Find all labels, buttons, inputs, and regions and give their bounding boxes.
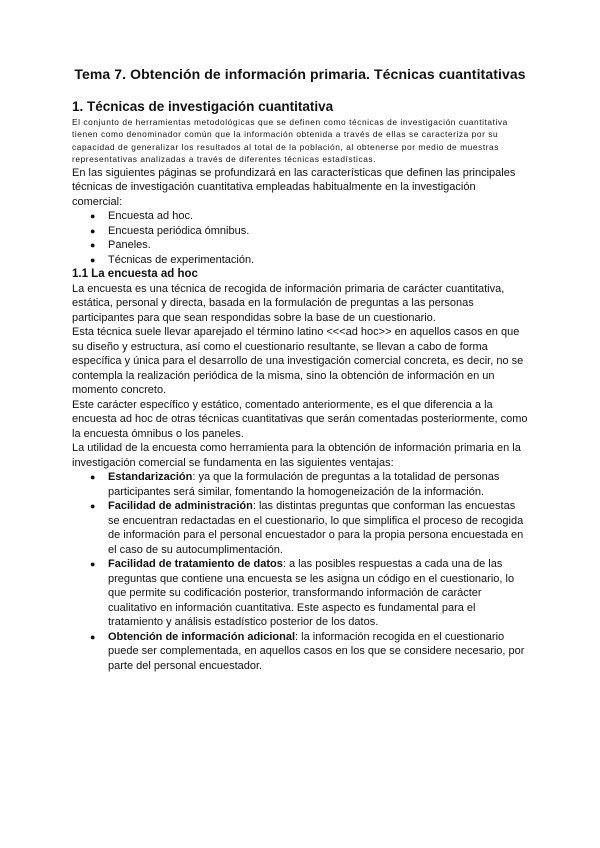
advantage-text: : a las posibles respuestas a cada una de las preguntas que contiene una encuesta se les asigna un código en el cuestionario, lo que permite su codificación posterior, transformando información de carácter cualitativo en información cuantitativa. Este aspecto es fundamental para el tratamiento y análisis estadístico posterior de los datos. bbox=[108, 558, 515, 629]
advantage-text: : ya que la formulación de preguntas a la totalidad de personas participantes será similar, fomentando la homogeneización de la información. bbox=[108, 471, 500, 498]
list-item-text: Técnicas de experimentación. bbox=[108, 253, 255, 266]
section-1-heading: 1. Técnicas de investigación cuantitativa bbox=[72, 99, 334, 114]
bullet-icon: ● bbox=[90, 631, 96, 642]
paragraph: Esta técnica suele llevar aparejado el término latino <<<ad hoc>> en aquellos casos en que su diseño y estructura, así como el cuestionario resultante, se llevan a cabo de forma específica y única para el desarrollo de una investigación comercial concreta, es decir, no se contempla la realización periódica de la misma, sino la obtención de información en un momento concreto. bbox=[72, 326, 524, 397]
list-item bbox=[90, 224, 528, 239]
bullet-icon: ● bbox=[90, 254, 96, 265]
list-item bbox=[90, 557, 528, 630]
bullet-icon: ● bbox=[90, 225, 96, 236]
section-1-abstract: El conjunto de herramientas metodológicas que se definen como técnicas de investigación cuantitativa tienen como denominador común que la información obtenida a través de ellas se caracteriza por su capacidad de generalizar los resultados al total de la población, al obtenerse por medio de muestras representativas analizadas a través de diferentes técnicas estadísticas. bbox=[72, 117, 508, 165]
bullet-icon: ● bbox=[90, 501, 96, 512]
advantage-term: Estandarización bbox=[108, 471, 193, 484]
advantage-term: Facilidad de administración bbox=[108, 500, 253, 513]
list-item bbox=[90, 499, 528, 557]
paragraph: Este carácter específico y estático, comentado anteriormente, es el que diferencia a la encuesta ad hoc de otras técnicas cuantitativas que serán comentadas posteriormente, como la encuesta ómnibus o los paneles. bbox=[72, 398, 528, 440]
list-item-text: Encuesta periódica ómnibus. bbox=[108, 224, 250, 237]
advantage-text: : las distintas preguntas que conforman las encuestas se encuentran redactadas en el cuestionario, lo que simplifica el proceso de recogida de información para el personal encuestador o para la propia persona encuestada en el caso de su autocumplimentación. bbox=[108, 500, 524, 556]
bullet-icon: ● bbox=[90, 240, 96, 251]
document-title: Tema 7. Obtención de información primaria. Técnicas cuantitativas bbox=[74, 66, 526, 82]
list-item-text: Paneles. bbox=[108, 239, 151, 252]
paragraph: La encuesta es una técnica de recogida de información primaria de carácter cuantitativa, estática, personal y directa, basada en la formulación de preguntas a las personas participantes para que sean respondidas sobre la base de un cuestionario. bbox=[72, 282, 505, 324]
list-item bbox=[90, 209, 528, 224]
techniques-list bbox=[72, 209, 528, 267]
list-item bbox=[90, 238, 528, 253]
list-item-text: Encuesta ad hoc. bbox=[108, 210, 194, 223]
advantage-text: : la información recogida en el cuestionario puede ser complementada, en aquellos casos en los que se considere necesario, por parte del personal encuestador. bbox=[108, 630, 525, 672]
advantage-term: Obtención de información adicional bbox=[108, 630, 296, 643]
bullet-icon: ● bbox=[90, 559, 96, 570]
list-item bbox=[90, 630, 528, 674]
bullet-icon: ● bbox=[90, 211, 96, 222]
paragraph: La utilidad de la encuesta como herramienta para la obtención de información primaria en la investigación comercial se fundamenta en las siguientes ventajas: bbox=[72, 442, 521, 469]
advantages-list bbox=[72, 470, 528, 673]
list-item bbox=[90, 253, 528, 268]
advantage-term: Facilidad de tratamiento de datos bbox=[108, 558, 283, 571]
bullet-icon: ● bbox=[90, 472, 96, 483]
section-1-intro: En las siguientes páginas se profundizará en las características que definen las principales técnicas de investigación cuantitativa empleadas habitualmente en la investigación comercial: bbox=[72, 166, 516, 208]
list-item bbox=[90, 470, 528, 499]
section-1-1-heading: 1.1 La encuesta ad hoc bbox=[72, 268, 198, 281]
